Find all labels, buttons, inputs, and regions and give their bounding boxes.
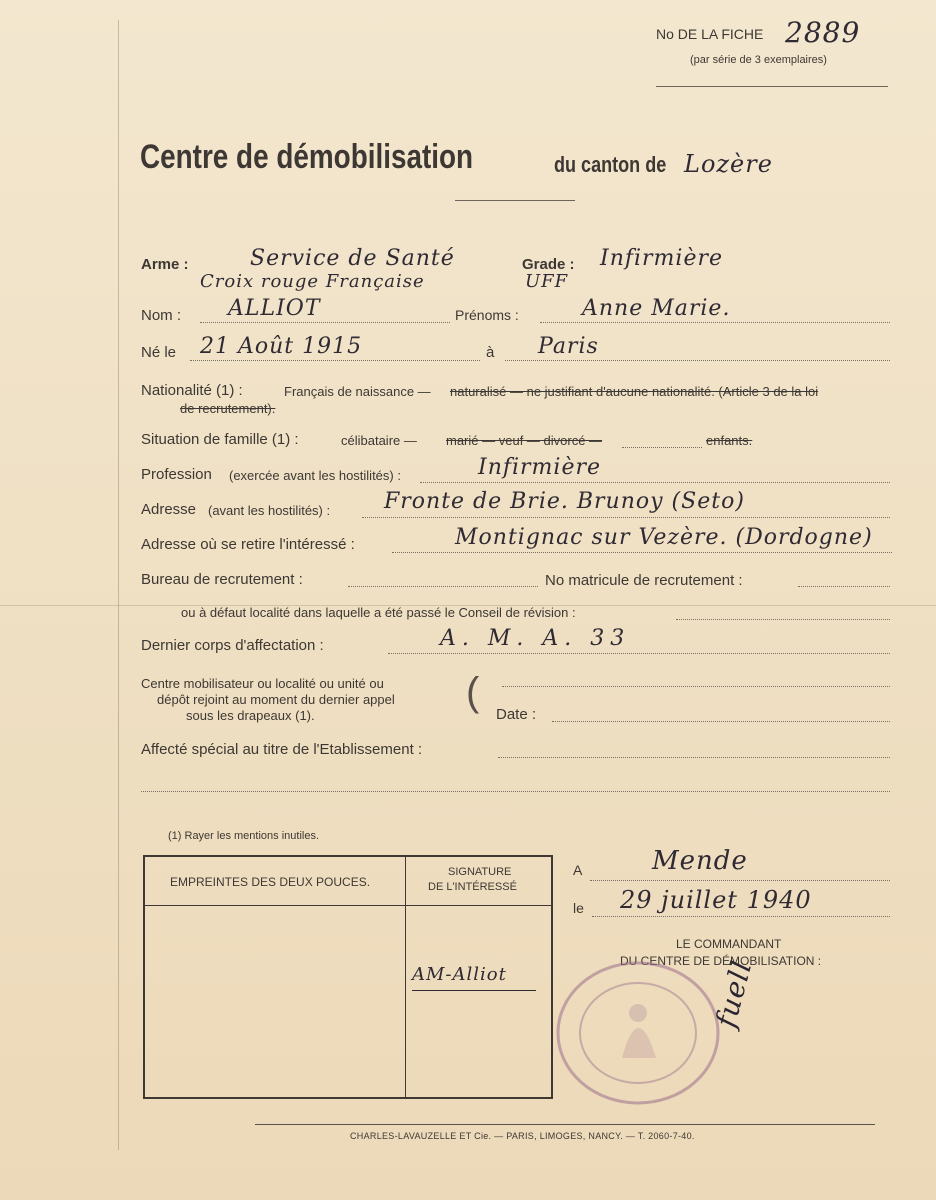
arme-label: Arme : (141, 256, 189, 273)
ne-label: Né le (141, 344, 177, 361)
signoff-a-value: Mende (652, 846, 748, 876)
conseil-label: ou à défaut localité dans laquelle a été passé le Conseil de révision : (181, 605, 576, 620)
commandant-paraphe: fuell (709, 956, 759, 1031)
nationalite-struck: naturalisé — ne justifiant d'aucune nationalité. (Article 3 de la loi (450, 384, 819, 399)
affecte-label: Affecté spécial au titre de l'Etablissement : (141, 741, 423, 758)
nationalite-label: Nationalité (1) : (141, 382, 243, 399)
profession-value: Infirmière (478, 455, 602, 480)
corps-dots (388, 653, 890, 654)
signoff-le-dots (592, 916, 890, 917)
nom-value: ALLIOT (228, 296, 321, 321)
footnote: (1) Rayer les mentions inutiles. (168, 830, 320, 842)
table-divider (405, 857, 406, 1097)
serie-note: (par série de 3 exemplaires) (690, 54, 827, 66)
grade-value-2: UFF (525, 271, 569, 292)
title-suffix: du canton de (554, 152, 667, 177)
fiche-number: 2889 (785, 16, 861, 49)
retire-dots (392, 552, 892, 553)
bureau-dots (348, 586, 538, 587)
imprint: CHARLES-LAVAUZELLE ET Cie. — PARIS, LIMOGES, NANCY. — T. 2060-7-40. (350, 1131, 695, 1141)
signature-underline (412, 990, 536, 991)
official-stamp-icon (552, 958, 724, 1108)
affecte-dots (498, 757, 890, 758)
commandant-line-2: DU CENTRE DE DÉMOBILISATION : (620, 954, 822, 968)
signature-header-2: DE L'INTÉRESSÉ (428, 881, 517, 893)
profession-label: Profession (141, 466, 212, 483)
prenoms-value: Anne Marie. (582, 296, 731, 321)
grade-value: Infirmière (600, 246, 724, 271)
matricule-dots (798, 586, 890, 587)
prenoms-dots (540, 322, 890, 323)
enfants-dots (622, 447, 702, 448)
ne-dots (190, 360, 480, 361)
signature-header-1: SIGNATURE (448, 866, 512, 878)
centre-dots (502, 686, 890, 687)
table-header-rule (145, 905, 551, 906)
affecte-dots-2 (141, 791, 890, 792)
famille-enfants: enfants. (706, 433, 753, 448)
adresse-dots (362, 517, 890, 518)
signoff-a-dots (590, 880, 890, 881)
adresse-note: (avant les hostilités) : (208, 503, 331, 518)
commandant-line-1: LE COMMANDANT (676, 937, 782, 951)
arme-value: Service de Santé (250, 246, 455, 271)
lieu-dots (505, 360, 890, 361)
title-main: Centre de démobilisation (140, 138, 474, 176)
nationalite-option: Français de naissance — (284, 384, 431, 399)
bureau-label: Bureau de recrutement : (141, 571, 303, 588)
retire-value: Montignac sur Vezère. (Dordogne) (455, 525, 873, 550)
imprint-rule (255, 1124, 875, 1125)
title-rule (455, 200, 575, 201)
centre-brace: ( (466, 670, 480, 714)
adresse-value: Fronte de Brie. Brunoy (Seto) (384, 489, 745, 514)
fiche-label: No DE LA FICHE (656, 26, 764, 42)
nationalite-struck-2: de recrutement). (180, 401, 276, 416)
lieu-value: Paris (538, 334, 599, 359)
date-label: Date : (496, 706, 537, 723)
profession-dots (420, 482, 890, 483)
adresse-label: Adresse (141, 501, 197, 518)
corps-value: A. M. A. 33 (440, 626, 631, 651)
grade-label: Grade : (522, 256, 575, 273)
corps-label: Dernier corps d'affectation : (141, 637, 324, 654)
header-rule (656, 86, 888, 87)
nom-dots (200, 322, 450, 323)
arme-value-2: Croix rouge Française (200, 271, 425, 292)
famille-celib: célibataire — (341, 433, 417, 448)
nom-label: Nom : (141, 307, 182, 324)
conseil-dots (676, 619, 890, 620)
a-label: à (486, 344, 495, 361)
signature-value: AM-Alliot (412, 964, 507, 985)
signoff-a-label: A (573, 862, 583, 878)
title-canton: Lozère (684, 150, 773, 178)
profession-note: (exercée avant les hostilités) : (229, 468, 401, 483)
famille-struck: marié — veuf — divorcé — (446, 433, 603, 448)
thumbprint-header: EMPREINTES DES DEUX POUCES. (170, 875, 371, 889)
matricule-label: No matricule de recrutement : (545, 572, 743, 589)
prenoms-label: Prénoms : (455, 307, 519, 323)
retire-label: Adresse où se retire l'intéressé : (141, 536, 355, 553)
centre-line-3: sous les drapeaux (1). (186, 708, 315, 723)
date-dots (552, 721, 890, 722)
ne-value: 21 Août 1915 (200, 334, 363, 359)
centre-line-1: Centre mobilisateur ou localité ou unité ou (141, 676, 384, 691)
signoff-le-label: le (573, 900, 584, 916)
centre-line-2: dépôt rejoint au moment du dernier appel (157, 692, 395, 707)
signoff-le-value: 29 juillet 1940 (620, 886, 812, 914)
famille-label: Situation de famille (1) : (141, 431, 299, 448)
left-margin-line (118, 20, 119, 1150)
